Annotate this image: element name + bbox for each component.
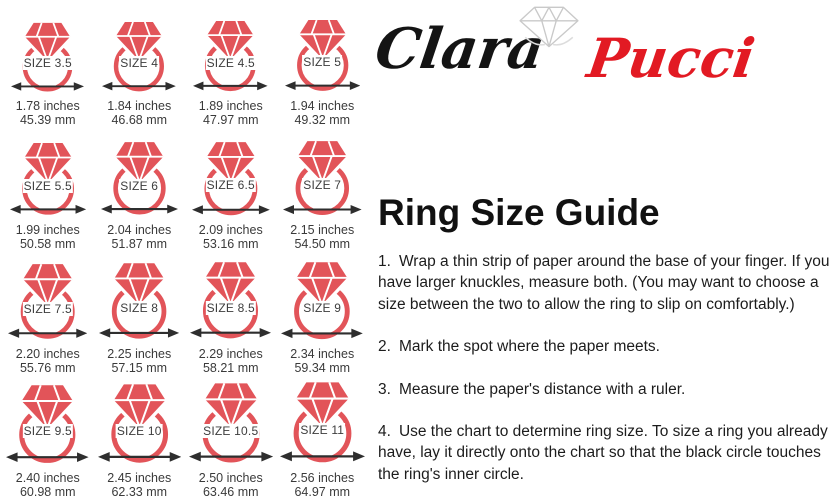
ring-with-diamond-icon xyxy=(280,379,365,466)
ring-diameter-inches: 2.25 inches xyxy=(107,347,172,361)
ring-size-cell xyxy=(185,376,277,500)
ring-measurements xyxy=(107,99,171,128)
ring-size-cell xyxy=(2,376,94,500)
step-text: Measure the paper's distance with a ruler. xyxy=(398,380,686,398)
ring-diameter-mm: 50.58 mm xyxy=(19,237,76,252)
ring-measurements xyxy=(16,347,80,376)
ring-with-diamond-icon xyxy=(281,259,363,342)
step-text: Wrap a thin strip of paper around the base of your finger. If you have larger knuckles, measure both. (You may want to choose a size between the two to allow the ring to slip on comfortably.) xyxy=(378,253,830,313)
ring-size-cell xyxy=(2,252,94,376)
ring-diameter-mm: 55.76 mm xyxy=(19,361,76,376)
ring-icon-wrap xyxy=(2,376,94,466)
ring-icon-wrap xyxy=(277,128,369,218)
ring-icon-wrap xyxy=(94,376,186,466)
ring-size-label: SIZE 5.5 xyxy=(23,179,72,194)
ring-diameter-inches: 2.04 inches xyxy=(107,223,172,237)
ring-diameter-inches: 1.94 inches xyxy=(290,99,355,113)
step-text: Use the chart to determine ring size. To size a ring you already have, lay it directly onto the chart so that the black circle touches the ring's inner circle. xyxy=(378,422,828,483)
ring-size-label: SIZE 3.5 xyxy=(23,56,72,71)
step-text: Mark the spot where the paper meets. xyxy=(398,338,660,356)
ring-size-cell xyxy=(2,128,94,252)
ring-with-diamond-icon xyxy=(190,259,271,342)
ring-size-cell xyxy=(277,252,369,376)
ring-measurements xyxy=(16,223,80,252)
step-number: 1. xyxy=(378,253,391,270)
ring-size-cell xyxy=(185,4,277,128)
ring-icon-wrap xyxy=(185,376,277,466)
ring-icon-wrap xyxy=(277,376,369,466)
ring-size-label: SIZE 4 xyxy=(120,56,159,71)
ring-size-label: SIZE 9 xyxy=(303,300,342,315)
ring-diameter-mm: 51.87 mm xyxy=(111,237,168,252)
ring-size-label: SIZE 10.5 xyxy=(203,423,259,438)
ring-diameter-mm: 58.21 mm xyxy=(202,361,259,376)
ring-size-label: SIZE 7 xyxy=(303,178,342,193)
ring-measurements xyxy=(16,99,80,128)
ring-with-diamond-icon xyxy=(99,260,179,342)
brand-logo xyxy=(372,0,792,106)
ring-measurements xyxy=(16,471,80,500)
ring-size-cell xyxy=(185,128,277,252)
diamond-logo-icon xyxy=(518,5,580,51)
ring-measurements xyxy=(107,223,171,252)
ring-icon-wrap xyxy=(185,252,277,342)
ring-diameter-inches: 2.20 inches xyxy=(15,347,80,361)
ring-measurements xyxy=(199,223,263,252)
ring-diameter-inches: 2.40 inches xyxy=(15,471,80,485)
ring-size-label: SIZE 8.5 xyxy=(206,301,255,316)
ring-with-diamond-icon xyxy=(102,19,176,94)
ring-diameter-mm: 54.50 mm xyxy=(294,237,351,252)
ring-icon-wrap xyxy=(277,4,369,94)
ring-with-diamond-icon xyxy=(6,382,89,466)
ring-icon-wrap xyxy=(94,128,186,218)
ring-diameter-inches: 1.78 inches xyxy=(15,99,80,113)
ring-size-chart xyxy=(2,4,368,500)
ring-measurements xyxy=(199,471,263,500)
ring-diameter-mm: 64.97 mm xyxy=(294,485,351,500)
ring-diameter-mm: 59.34 mm xyxy=(294,361,351,376)
ring-diameter-inches: 2.34 inches xyxy=(290,347,355,361)
ring-icon-wrap xyxy=(94,4,186,94)
page-title: Ring Size Guide xyxy=(378,192,660,233)
ring-size-cell xyxy=(2,4,94,128)
ring-diameter-mm: 57.15 mm xyxy=(111,361,168,376)
ring-measurements xyxy=(290,347,354,376)
instruction-step xyxy=(378,421,838,485)
ring-size-cell xyxy=(94,376,186,500)
ring-with-diamond-icon xyxy=(189,380,273,466)
ring-with-diamond-icon xyxy=(10,140,86,218)
ring-icon-wrap xyxy=(2,4,94,94)
ring-size-cell xyxy=(94,4,186,128)
ring-measurements xyxy=(107,347,171,376)
ring-size-label: SIZE 11 xyxy=(300,423,345,438)
ring-with-diamond-icon xyxy=(193,18,268,94)
ring-diameter-inches: 2.45 inches xyxy=(107,471,172,485)
ring-size-cell xyxy=(94,252,186,376)
ring-measurements xyxy=(107,471,171,500)
ring-size-label: SIZE 5 xyxy=(303,55,342,70)
ring-icon-wrap xyxy=(2,252,94,342)
ring-diameter-mm: 46.68 mm xyxy=(111,113,168,128)
ring-diameter-inches: 2.56 inches xyxy=(290,471,355,485)
ring-size-cell xyxy=(94,128,186,252)
ring-diameter-inches: 1.89 inches xyxy=(198,99,263,113)
ring-measurements xyxy=(199,99,263,128)
ring-icon-wrap xyxy=(185,128,277,218)
ring-diameter-inches: 2.09 inches xyxy=(198,223,263,237)
instruction-step xyxy=(378,379,838,400)
step-number: 2. xyxy=(378,338,391,356)
ring-diameter-mm: 53.16 mm xyxy=(202,237,259,252)
ring-with-diamond-icon xyxy=(192,139,270,218)
ring-size-label: SIZE 9.5 xyxy=(23,424,72,439)
ring-measurements xyxy=(290,471,354,500)
ring-diameter-inches: 1.99 inches xyxy=(15,223,80,237)
ring-diameter-inches: 2.50 inches xyxy=(198,471,263,485)
ring-with-diamond-icon xyxy=(101,139,178,218)
instructions-list xyxy=(378,251,838,501)
instruction-step xyxy=(378,251,838,315)
ring-diameter-mm: 63.46 mm xyxy=(202,485,259,500)
ring-size-cell xyxy=(277,128,369,252)
ring-measurements xyxy=(290,223,354,252)
ring-icon-wrap xyxy=(277,252,369,342)
ring-size-label: SIZE 6.5 xyxy=(206,178,255,193)
ring-diameter-inches: 2.15 inches xyxy=(290,223,355,237)
brand-name-clara: Clara xyxy=(371,16,549,82)
ring-diameter-inches: 1.84 inches xyxy=(107,99,172,113)
ring-diameter-inches: 2.29 inches xyxy=(198,347,263,361)
step-number: 3. xyxy=(378,380,391,398)
ring-with-diamond-icon xyxy=(98,381,181,466)
ring-size-label: SIZE 10 xyxy=(116,424,162,439)
ring-with-diamond-icon xyxy=(285,17,360,94)
ring-diameter-mm: 62.33 mm xyxy=(111,485,168,500)
ring-diameter-mm: 49.32 mm xyxy=(294,113,351,128)
ring-diameter-mm: 60.98 mm xyxy=(19,485,76,500)
brand-name-pucci: Pucci xyxy=(583,26,759,90)
ring-size-cell xyxy=(277,376,369,500)
ring-size-label: SIZE 6 xyxy=(120,178,159,193)
ring-icon-wrap xyxy=(94,252,186,342)
ring-with-diamond-icon xyxy=(283,138,362,218)
ring-size-cell xyxy=(185,252,277,376)
ring-icon-wrap xyxy=(2,128,94,218)
step-number: 4. xyxy=(378,422,391,440)
ring-diameter-mm: 47.97 mm xyxy=(202,113,259,128)
ring-size-label: SIZE 4.5 xyxy=(206,55,255,70)
ring-size-label: SIZE 7.5 xyxy=(23,301,72,316)
ring-diameter-mm: 45.39 mm xyxy=(19,113,76,128)
ring-with-diamond-icon xyxy=(11,20,84,94)
ring-measurements xyxy=(290,99,354,128)
ring-size-cell xyxy=(277,4,369,128)
ring-size-label: SIZE 8 xyxy=(120,301,159,316)
ring-with-diamond-icon xyxy=(8,261,87,342)
ring-measurements xyxy=(199,347,263,376)
instruction-step xyxy=(378,336,838,357)
ring-icon-wrap xyxy=(185,4,277,94)
